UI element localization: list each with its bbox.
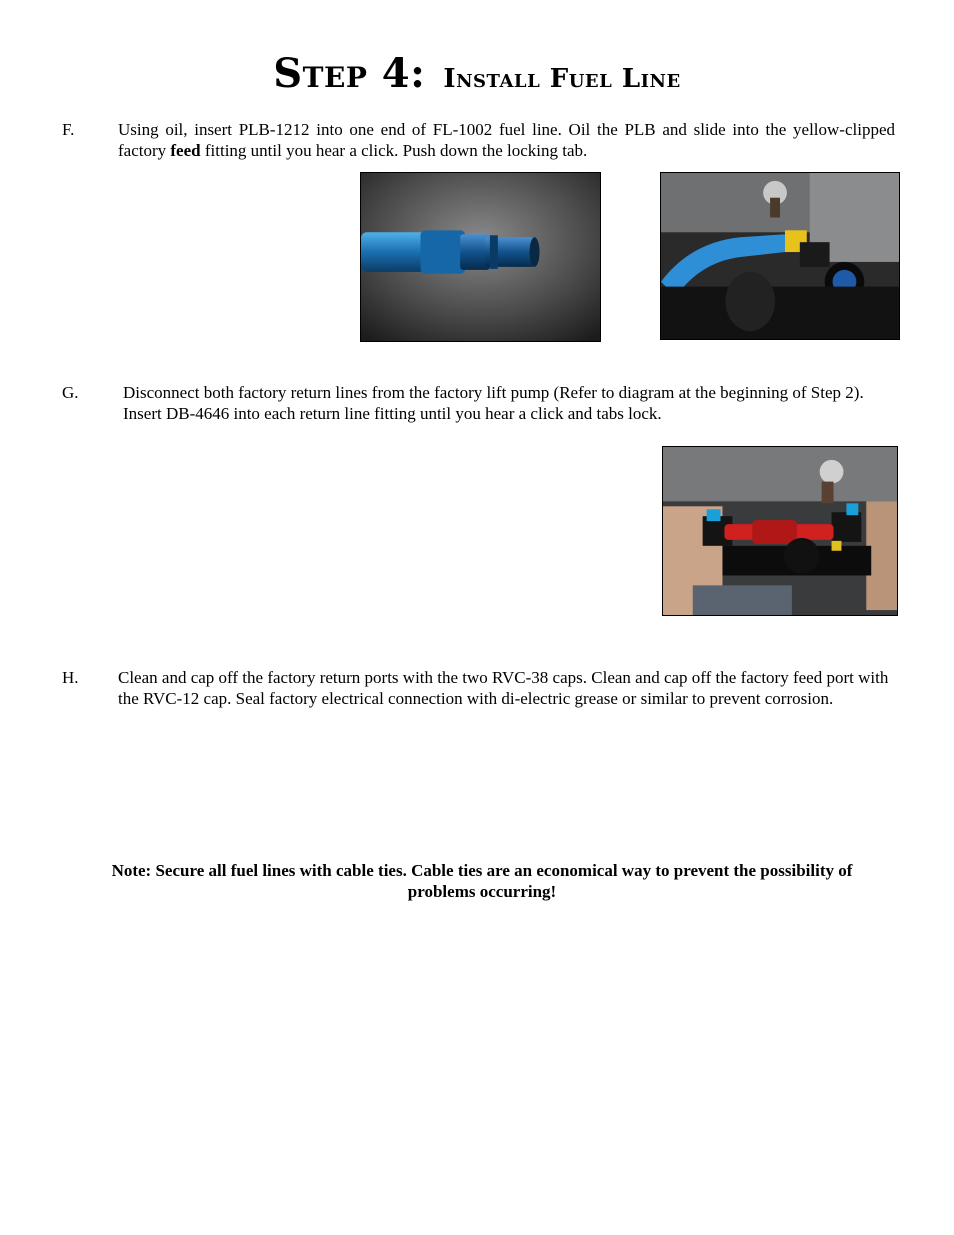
step-f-text: Using oil, insert PLB-1212 into one end of FL-1002 fuel line. Oil the PLB and slide into the yellow-clipped factory feed fitting until you hear a click. Push down the locking tab. (118, 120, 895, 160)
step-f-marker: F. (62, 120, 75, 139)
step-g-text: Disconnect both factory return lines from the factory lift pump (Refer to diagram at the beginning of Step 2). Insert DB-4646 into each return line fitting until you hear a click and tabs lock. (123, 383, 864, 423)
step-number: Step 4: (273, 50, 426, 97)
step-g-marker: G. (62, 383, 79, 402)
step-h-text: Clean and cap off the factory return ports with the two RVC-38 caps. Clean and cap off the factory feed port with the RVC-12 cap. Seal factory electrical connection with di-electric grease or similar to prevent corrosion. (118, 668, 889, 708)
cable-tie-note: Note: Secure all fuel lines with cable ties. Cable ties are an economical way to prevent the possibility of problems occurring! (111, 861, 853, 901)
photo-hose-with-plb-fitting (360, 172, 601, 342)
step-title: Install Fuel Line (443, 64, 681, 94)
photo-db-4646-installed (662, 446, 898, 616)
photo-hose-connected-to-feed-fitting (660, 172, 900, 340)
page-title (0, 50, 954, 97)
step-h-marker: H. (62, 668, 79, 687)
